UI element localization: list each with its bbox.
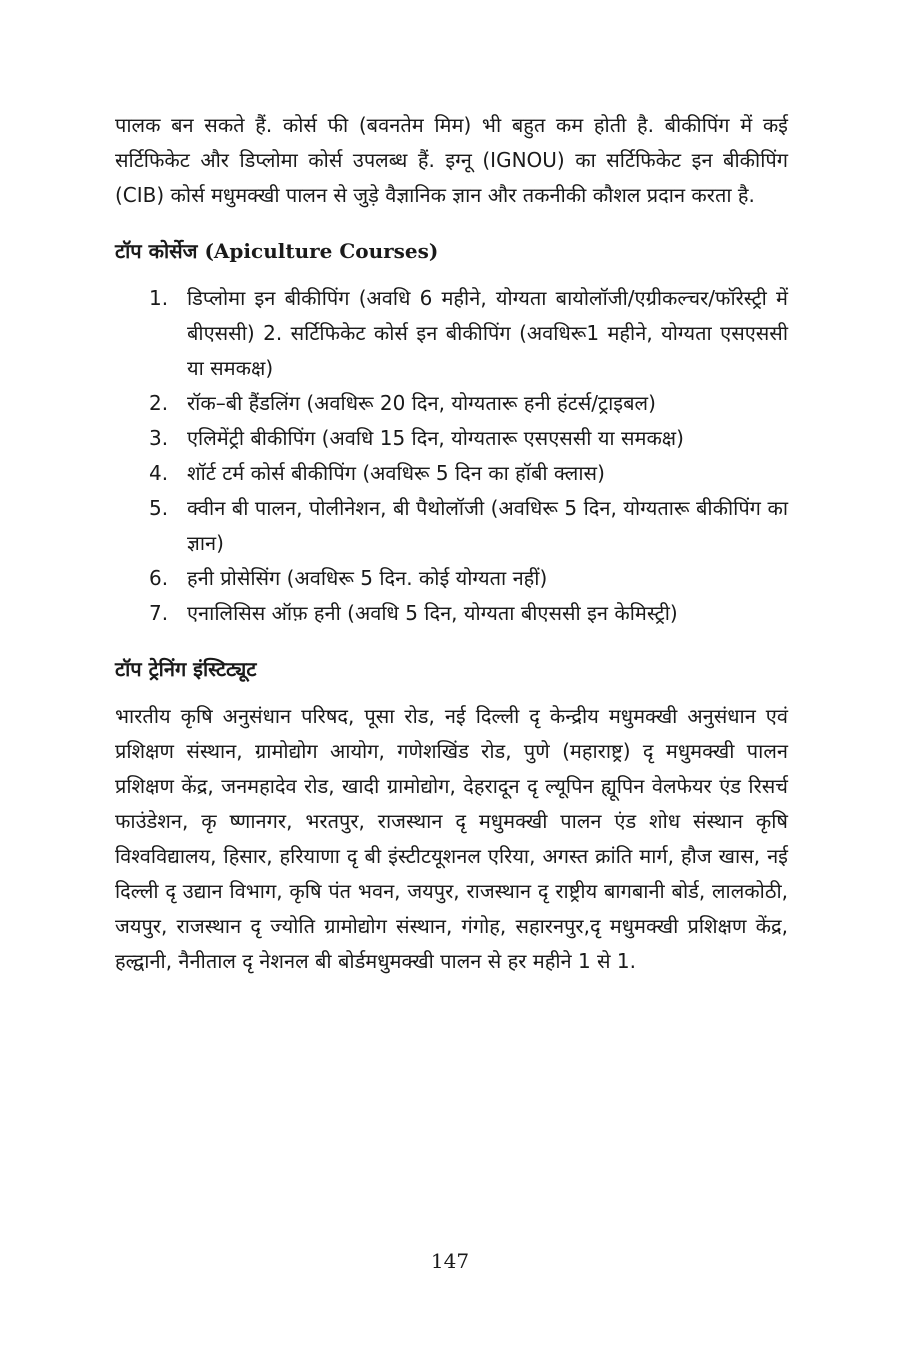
- list-item-number: 3.: [149, 426, 169, 450]
- list-item-text: हनी प्रोसेसिंग (अवधिरू 5 दिन. कोई योग्यता नहीं): [187, 566, 548, 590]
- page-number: 147: [430, 1249, 470, 1273]
- courses-heading: [115, 235, 788, 267]
- list-item: [115, 596, 788, 631]
- list-item-text: रॉक–बी हैंडलिंग (अवधिरू 20 दिन, योग्यतारू हनी हंटर्स/ट्राइबल): [187, 391, 656, 415]
- list-item-number: 7.: [149, 601, 169, 625]
- list-item-text: शॉर्ट टर्म कोर्स बीकीपिंग (अवधिरू 5 दिन का हॉबी क्लास): [187, 461, 605, 485]
- list-item-text: क्वीन बी पालन, पोलीनेशन, बी पैथोलॉजी (अवधिरू 5 दिन, योग्यतारू बीकीपिंग का ज्ञान): [187, 496, 788, 555]
- list-item-number: 6.: [149, 566, 169, 590]
- list-item-text: एनालिसिस ऑफ़ हनी (अवधि 5 दिन, योग्यता बीएससी इन केमिस्ट्री): [187, 601, 678, 625]
- courses-heading-english: (Apiculture Courses): [204, 239, 439, 263]
- list-item-number: 2.: [149, 391, 169, 415]
- list-item-number: 4.: [149, 461, 169, 485]
- page-content: [115, 108, 788, 979]
- list-item-number: 1.: [149, 286, 169, 310]
- list-item-number: 5.: [149, 496, 169, 520]
- list-item: [115, 456, 788, 491]
- intro-paragraph: पालक बन सकते हैं. कोर्स फी (बवनतेम मिम) भी बहुत कम होती है. बीकीपिंग में कई सर्टिफिकेट और डिप्लोमा कोर्स उपलब्ध हैं. इग्नू (IGNOU) का सर्टिफिकेट इन बीकीपिंग (CIB) कोर्स मधुमक्खी पालन से जुड़े वैज्ञानिक ज्ञान और तकनीकी कौशल प्रदान करता है.: [115, 113, 788, 207]
- list-item: [115, 386, 788, 421]
- list-item: [115, 281, 788, 386]
- list-item-text: डिप्लोमा इन बीकीपिंग (अवधि 6 महीने, योग्यता बायोलॉजी/एग्रीकल्चर/फॉरेस्ट्री में बीएससी) 2. सर्टिफिकेट कोर्स इन बीकीपिंग (अवधिरू1 महीने, योग्यता एसएससी या समकक्ष): [187, 286, 788, 380]
- course-list: [115, 281, 788, 631]
- list-item: [115, 491, 788, 561]
- institutes-paragraph: भारतीय कृषि अनुसंधान परिषद, पूसा रोड, नई दिल्ली दृ केन्द्रीय मधुमक्खी अनुसंधान एवं प्रशिक्षण संस्थान, ग्रामोद्योग आयोग, गणेशखिंड रोड, पुणे (महाराष्ट्र) दृ मधुमक्खी पालन प्रशिक्षण केंद्र, जनमहादेव रोड, खादी ग्रामोद्योग, देहरादून दृ ल्यूपिन ह्यूपिन वेलफेयर एंड रिसर्च फाउंडेशन, कृ ष्णानगर, भरतपुर, राजस्थान दृ मधुमक्खी पालन एंड शोध संस्थान कृषि विश्वविद्यालय, हिसार, हरियाणा दृ बी इंस्टीटयूशनल एरिया, अगस्त क्रांति मार्ग, हौज खास, नई दिल्ली दृ उद्यान विभाग, कृषि पंत भवन, जयपुर, राजस्थान दृ राष्ट्रीय बागबानी बोर्ड, लालकोठी, जयपुर, राजस्थान दृ ज्योति ग्रामोद्योग संस्थान, गंगोह, सहारनपुर,दृ मधुमक्खी प्रशिक्षण केंद्र, हल्द्वानी, नैनीताल दृ नेशनल बी बोर्डमधुमक्खी पालन से हर महीने 1 से 1.: [115, 704, 788, 973]
- list-item: [115, 561, 788, 596]
- list-item: [115, 421, 788, 456]
- institutes-heading: टॉप ट्रेनिंग इंस्टिट्यूट: [115, 657, 257, 681]
- courses-heading-hindi: टॉप कोर्सेज: [115, 239, 198, 263]
- list-item-text: एलिमेंट्री बीकीपिंग (अवधि 15 दिन, योग्यतारू एसएससी या समकक्ष): [187, 426, 684, 450]
